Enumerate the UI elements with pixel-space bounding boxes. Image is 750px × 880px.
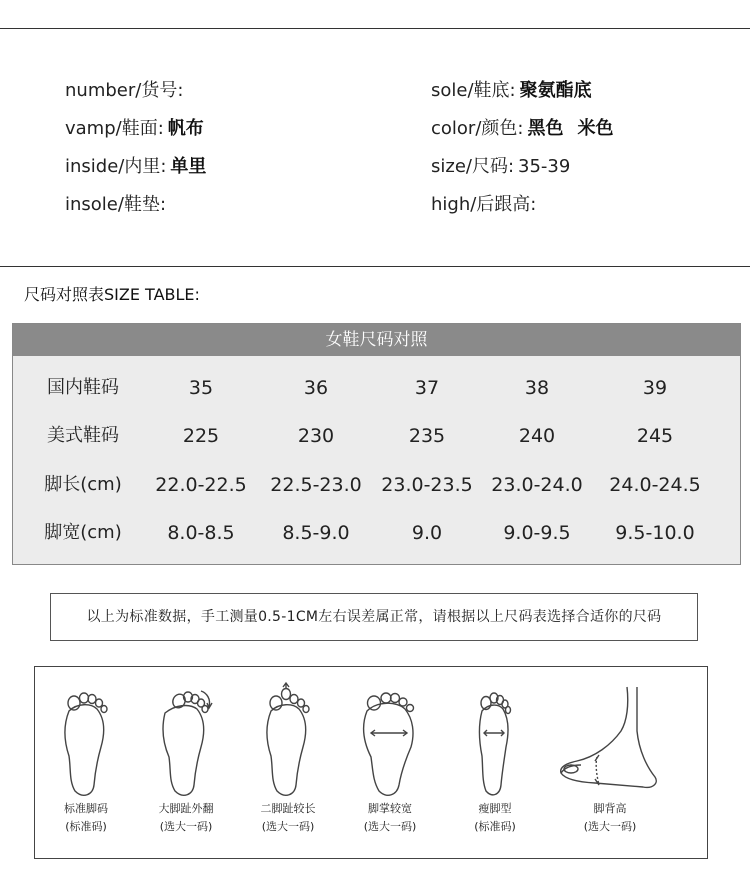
table-row <box>13 412 740 460</box>
table-cell: 9.0 <box>411 522 443 544</box>
spec-number <box>65 79 187 103</box>
foot-type-name: 脚背高 <box>593 802 627 815</box>
table-cell: 22.5-23.0 <box>270 474 362 496</box>
bunion-foot-icon <box>131 681 241 799</box>
narrow-foot-icon <box>440 681 550 799</box>
table-cell: 36 <box>303 377 329 399</box>
spec-high-label: high/后跟高: <box>431 194 537 215</box>
foot-type-standard <box>31 681 141 856</box>
spec-size-value: 35-39 <box>518 156 571 177</box>
foot-type-advice: (选大一码) <box>583 820 637 833</box>
spec-sole <box>431 79 592 103</box>
standard-foot-icon <box>31 681 141 799</box>
foot-type-advice: (选大一码) <box>363 820 417 833</box>
table-row <box>13 364 740 412</box>
spec-size-label: size/尺码: <box>431 156 515 177</box>
row-label: 脚宽(cm) <box>44 522 122 543</box>
foot-type-advice: (选大一码) <box>261 820 315 833</box>
foot-type-advice: (标准码) <box>474 820 516 833</box>
table-cell: 245 <box>636 425 674 447</box>
spec-vamp-value: 帆布 <box>167 118 204 139</box>
section-divider <box>0 266 750 267</box>
foot-type-advice: (选大一码) <box>159 820 213 833</box>
foot-type-name: 脚掌较宽 <box>368 802 412 815</box>
spec-number-label: number/货号: <box>65 80 184 101</box>
size-table-title: 尺码对照表SIZE TABLE: <box>24 285 200 304</box>
spec-color-value2: 米色 <box>577 118 614 139</box>
table-cell: 9.5-10.0 <box>615 522 695 544</box>
foot-type-guide <box>34 666 708 859</box>
foot-type-advice: (标准码) <box>65 820 107 833</box>
foot-type-name: 瘦脚型 <box>478 802 512 815</box>
table-row <box>13 509 740 557</box>
size-table <box>12 323 741 565</box>
foot-type-high-instep <box>555 681 665 856</box>
spec-inside-value: 单里 <box>170 156 207 177</box>
spec-insole-label: insole/鞋垫: <box>65 194 167 215</box>
table-cell: 22.0-22.5 <box>155 474 247 496</box>
spec-color-value: 黑色 <box>527 118 564 139</box>
spec-sole-value: 聚氨酯底 <box>519 80 592 101</box>
foot-type-bunion <box>131 681 241 856</box>
spec-color-label: color/颜色: <box>431 118 524 139</box>
foot-type-name: 标准脚码 <box>64 802 108 815</box>
spec-sole-label: sole/鞋底: <box>431 80 516 101</box>
top-divider <box>0 28 750 29</box>
foot-type-wide <box>335 681 445 856</box>
table-cell: 8.5-9.0 <box>282 522 350 544</box>
table-cell: 235 <box>408 425 446 447</box>
table-cell: 240 <box>518 425 556 447</box>
row-label: 脚长(cm) <box>44 474 122 495</box>
foot-type-long-second-toe <box>233 681 343 856</box>
table-cell: 39 <box>642 377 668 399</box>
spec-insole <box>65 193 170 217</box>
foot-type-narrow <box>440 681 550 856</box>
table-cell: 38 <box>524 377 550 399</box>
size-table-header: 女鞋尺码对照 <box>13 324 740 356</box>
spec-vamp <box>65 117 204 141</box>
spec-color <box>431 117 613 141</box>
spec-inside-label: inside/内里: <box>65 156 167 177</box>
wide-foot-icon <box>335 681 445 799</box>
foot-type-name: 大脚趾外翻 <box>158 802 214 815</box>
measurement-note: 以上为标准数据，手工测量0.5-1CM左右误差属正常，请根据以上尺码表选择合适你的尺码 <box>50 593 698 641</box>
table-cell: 230 <box>297 425 335 447</box>
row-label: 美式鞋码 <box>47 425 119 446</box>
spec-vamp-label: vamp/鞋面: <box>65 118 164 139</box>
spec-size <box>431 155 570 179</box>
high-instep-foot-icon <box>555 681 665 799</box>
table-cell: 24.0-24.5 <box>609 474 701 496</box>
table-cell: 23.0-24.0 <box>491 474 583 496</box>
table-cell: 23.0-23.5 <box>381 474 473 496</box>
table-row <box>13 461 740 509</box>
table-cell: 35 <box>188 377 214 399</box>
table-cell: 9.0-9.5 <box>503 522 571 544</box>
table-cell: 37 <box>414 377 440 399</box>
foot-type-name: 二脚趾较长 <box>260 802 316 815</box>
table-cell: 225 <box>182 425 220 447</box>
table-cell: 8.0-8.5 <box>167 522 235 544</box>
long-second-toe-foot-icon <box>233 681 343 799</box>
row-label: 国内鞋码 <box>47 377 119 398</box>
spec-inside <box>65 155 206 179</box>
spec-high <box>431 193 540 217</box>
